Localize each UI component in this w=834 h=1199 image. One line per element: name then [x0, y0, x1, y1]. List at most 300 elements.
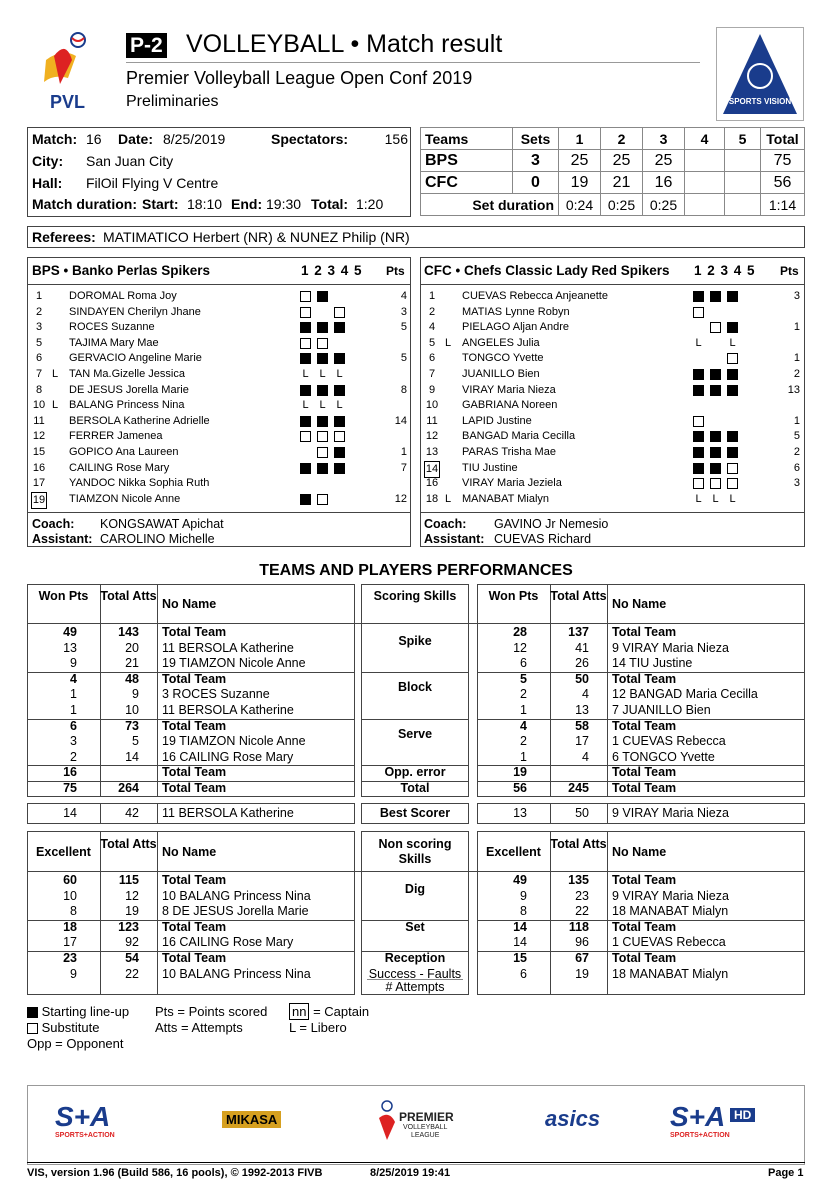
city-label: City:	[32, 153, 64, 169]
player-points: 4	[400, 290, 407, 302]
perf-cell-lt: 9	[132, 687, 139, 702]
player-number: 14	[424, 461, 440, 478]
perf-cell-ln: 11 BERSOLA Katherine	[162, 703, 294, 717]
perf-cell-lt: 12	[125, 888, 139, 903]
substitute-square-icon	[300, 307, 311, 318]
row-divider	[27, 719, 355, 720]
player-number: 16	[32, 461, 46, 474]
away-total2-header: Total Atts	[550, 837, 607, 851]
player-number: 15	[32, 446, 46, 458]
starting-square-icon	[300, 353, 311, 364]
starting-square-icon	[693, 431, 704, 442]
player-name: LAPID Justine	[462, 414, 532, 427]
starting-square-icon	[693, 291, 704, 302]
perf-cell-lw: 17	[63, 935, 77, 950]
perf-cell-rt: 50	[575, 671, 589, 686]
perf-cell-rn: 6 TONGCO Yvette	[612, 749, 715, 764]
perf-cell-rt: 23	[575, 888, 589, 903]
perf-cell-lt: 115	[118, 873, 139, 887]
player-number: 18	[425, 492, 439, 505]
player-points: 6	[793, 461, 800, 474]
player-number: 10	[425, 399, 439, 412]
attempts-label: # Attempts	[385, 980, 445, 994]
substitute-square-icon	[710, 478, 721, 489]
player-points: 1	[400, 446, 407, 458]
player-points: 7	[400, 461, 407, 474]
substitute-square-icon	[693, 416, 704, 427]
report-title: VOLLEYBALL • Match result	[186, 30, 503, 58]
row-divider	[27, 765, 355, 766]
player-points: 2	[793, 446, 800, 458]
perf-cell-rt: 58	[575, 718, 589, 733]
away-set3: 16	[643, 172, 685, 194]
libero-flag: L	[445, 492, 452, 505]
substitute-square-icon	[300, 431, 311, 442]
starting-square-icon	[317, 291, 328, 302]
player-number: 12	[425, 430, 439, 443]
skill-label: Best Scorer	[379, 806, 451, 820]
player-name: MATIAS Lynne Robyn	[462, 305, 570, 318]
substitute-square-icon	[317, 494, 328, 505]
home-noname-header: No Name	[162, 597, 217, 611]
skill-label: Block	[397, 680, 433, 695]
starting-square-icon	[27, 1007, 38, 1018]
player-name: CAILING Rose Mary	[69, 461, 170, 474]
perf-cell-lt: 143	[118, 625, 139, 639]
perf-cell-lw: 16	[63, 765, 77, 780]
perf-cell-rn: 12 BANGAD Maria Cecilla	[612, 687, 758, 702]
player-points: 12	[394, 492, 407, 505]
perf-cell-lw: 8	[70, 904, 77, 919]
perf-cell-rt: 67	[575, 951, 589, 965]
player-number: 8	[35, 383, 43, 396]
player-name: TIAMZON Nicole Anne	[69, 492, 181, 505]
substitute-square-icon	[727, 478, 738, 489]
starting-square-icon	[710, 431, 721, 442]
starting-square-icon	[300, 385, 311, 396]
home-assistant-label: Assistant:	[32, 532, 93, 546]
footer-page: Page 1	[768, 1167, 804, 1179]
perf-cell-rt: 50	[575, 806, 589, 820]
away-sets: 0	[513, 172, 559, 194]
row-divider	[361, 719, 469, 720]
footer-date: 8/25/2019 19:41	[370, 1167, 451, 1179]
pvl-sponsor-logo: PREMIER VOLLEYBALL LEAGUE	[375, 1098, 465, 1148]
row-divider	[361, 672, 469, 673]
set2-header: 2	[601, 128, 643, 150]
substitute-square-icon	[27, 1023, 38, 1034]
match-number: 16	[86, 131, 102, 147]
skill-label: Reception	[384, 951, 446, 965]
sets-header: Sets	[513, 128, 559, 150]
starting-square-icon	[317, 353, 328, 364]
perf-cell-lw: 75	[63, 781, 77, 795]
libero-set-mark: L	[695, 336, 702, 349]
starting-square-icon	[693, 385, 704, 396]
player-number: 13	[425, 446, 439, 458]
perf-cell-lt: 14	[125, 749, 139, 764]
perf-cell-lw: 9	[70, 966, 77, 981]
spectators-count: 156	[384, 131, 408, 147]
player-name: SINDAYEN Cherilyn Jhane	[69, 305, 201, 318]
player-name: TAJIMA Mary Mae	[69, 336, 159, 349]
perf-cell-ln: 19 TIAMZON Nicole Anne	[162, 656, 306, 671]
libero-set-mark: L	[336, 368, 343, 380]
away-coach: GAVINO Jr Nemesio	[494, 517, 609, 531]
starting-square-icon	[300, 322, 311, 333]
player-points: 1	[793, 352, 800, 365]
starting-square-icon	[334, 416, 345, 427]
start-time: 18:10	[187, 196, 223, 212]
asics-logo: asics	[545, 1106, 601, 1131]
starting-square-icon	[317, 385, 328, 396]
player-number: 1	[35, 290, 43, 302]
away-won-header: Won Pts	[488, 589, 539, 603]
set-duration-label: Set duration	[421, 194, 559, 216]
libero-flag: L	[52, 399, 59, 412]
player-points: 8	[400, 383, 407, 396]
perf-cell-lw: 4	[70, 671, 77, 686]
player-points: 5	[400, 352, 407, 365]
perf-cell-rw: 2	[520, 734, 527, 749]
perf-cell-rn: Total Team	[612, 919, 677, 934]
perf-cell-rn: 9 VIRAY Maria Nieza	[612, 640, 729, 655]
perf-cell-rw: 15	[513, 951, 527, 965]
perf-cell-lw: 18	[63, 919, 77, 934]
perf-cell-rw: 13	[513, 806, 527, 820]
perf-cell-rn: Total Team	[612, 625, 677, 639]
player-name: PARAS Trisha Mae	[462, 446, 556, 458]
perf-cell-rt: 41	[575, 640, 589, 655]
performance-title: TEAMS AND PLAYERS PERFORMANCES	[259, 562, 573, 579]
perf-cell-ln: Total Team	[162, 765, 227, 780]
starting-square-icon	[317, 322, 328, 333]
perf-cell-lt: 92	[125, 935, 139, 950]
away-team-name: CFC • Chefs Classic Lady Red Spikers	[424, 263, 670, 278]
perf-cell-lt: 20	[125, 640, 139, 655]
perf-cell-lt: 5	[132, 734, 139, 749]
starting-square-icon	[727, 385, 738, 396]
perf-cell-rw: 49	[513, 873, 527, 887]
row-divider	[477, 951, 805, 952]
perf-cell-rt: 22	[575, 904, 589, 919]
home-total-header: Total Atts	[100, 589, 157, 603]
away-set5	[725, 172, 761, 194]
legend-starting: Starting line-up	[41, 1004, 130, 1019]
player-number: 4	[428, 321, 436, 334]
player-name: ANGELES Julia	[462, 336, 540, 349]
player-name: BANGAD Maria Cecilla	[462, 430, 576, 443]
starting-square-icon	[317, 463, 328, 474]
player-name: PIELAGO Aljan Andre	[462, 321, 570, 334]
row-divider	[477, 765, 805, 766]
perf-cell-rn: 7 JUANILLO Bien	[612, 703, 711, 717]
perf-cell-rt: 4	[582, 687, 589, 702]
home-excellent-header: Excellent	[36, 845, 91, 859]
substitute-square-icon	[300, 338, 311, 349]
libero-set-mark: L	[695, 492, 702, 505]
total-duration: 1:14	[761, 194, 805, 216]
libero-set-mark: L	[319, 399, 326, 412]
player-number: 2	[35, 305, 43, 318]
perf-cell-rn: 14 TIU Justine	[612, 656, 693, 671]
perf-cell-rn: Total Team	[612, 951, 677, 965]
perf-cell-rn: Total Team	[612, 873, 677, 887]
perf-cell-rn: 18 MANABAT Mialyn	[612, 904, 729, 919]
home-pts-header: Pts	[386, 264, 405, 278]
substitute-square-icon	[693, 478, 704, 489]
away-set4	[685, 172, 725, 194]
home-team-name: BPS • Banko Perlas Spikers	[32, 263, 211, 278]
player-name: TONGCO Yvette	[462, 352, 544, 365]
home-total: 75	[761, 150, 805, 172]
perf-cell-lt: 48	[125, 671, 139, 686]
row-divider	[361, 765, 469, 766]
away-noname2-header: No Name	[612, 845, 667, 859]
libero-set-mark: L	[336, 399, 343, 412]
total-time: 1:20	[356, 196, 384, 212]
substitute-square-icon	[693, 307, 704, 318]
skill-label: Total	[400, 781, 430, 795]
starting-square-icon	[334, 322, 345, 333]
starting-square-icon	[334, 447, 345, 458]
perf-cell-lt: 54	[125, 951, 139, 965]
skill-label: Set	[405, 919, 425, 934]
perf-cell-rt: 137	[568, 625, 589, 639]
mikasa-logo: MIKASA	[222, 1111, 281, 1128]
set5-duration	[725, 194, 761, 216]
substitute-square-icon	[317, 447, 328, 458]
perf-cell-rw: 28	[513, 625, 527, 639]
player-points: 3	[793, 477, 800, 490]
set3-header: 3	[643, 128, 685, 150]
libero-flag: L	[445, 336, 452, 349]
perf-cell-ln: Total Team	[162, 873, 227, 887]
perf-cell-lw: 14	[63, 806, 77, 820]
set1-duration: 0:24	[559, 194, 601, 216]
skill-label: Success - Faults	[368, 966, 462, 981]
player-name: TIU Justine	[462, 461, 518, 474]
libero-set-mark: L	[319, 368, 326, 380]
score-table	[420, 127, 805, 216]
perf-cell-lw: 1	[70, 703, 77, 717]
away-assistant: CUEVAS Richard	[494, 532, 592, 546]
player-points: 1	[793, 321, 800, 334]
start-label: Start:	[142, 196, 179, 212]
player-name: YANDOC Nikka Sophia Ruth	[69, 477, 210, 490]
starting-square-icon	[710, 447, 721, 458]
perf-cell-ln: 16 CAILING Rose Mary	[162, 749, 294, 764]
perf-cell-lw: 60	[63, 873, 77, 887]
perf-cell-rt: 245	[568, 781, 589, 795]
perf-cell-ln: Total Team	[162, 781, 227, 795]
player-name: FERRER Jamenea	[69, 430, 163, 443]
away-noname-header: No Name	[612, 597, 667, 611]
referees-label: Referees:	[32, 229, 96, 245]
substitute-square-icon	[727, 353, 738, 364]
player-points: 5	[400, 321, 407, 334]
player-name: GOPICO Ana Laureen	[69, 446, 179, 458]
total-label: Total:	[311, 196, 349, 212]
perf-cell-lw: 13	[63, 640, 77, 655]
pvl-logo	[32, 30, 107, 115]
away-total: 56	[761, 172, 805, 194]
perf-cell-lw: 49	[63, 625, 77, 639]
player-number: 6	[35, 352, 43, 365]
perf-cell-lw: 9	[70, 656, 77, 671]
away-set1: 19	[559, 172, 601, 194]
player-points: 3	[793, 290, 800, 302]
date-label: Date:	[118, 131, 154, 147]
player-name: VIRAY Maria Nieza	[462, 383, 556, 396]
perf-cell-ln: 11 BERSOLA Katherine	[162, 640, 294, 655]
perf-cell-rw: 8	[520, 904, 527, 919]
perf-cell-rn: 9 VIRAY Maria Nieza	[612, 806, 729, 820]
perf-cell-lt: 73	[125, 718, 139, 733]
perf-cell-lw: 3	[70, 734, 77, 749]
substitute-square-icon	[334, 431, 345, 442]
phase-name: Preliminaries	[126, 93, 219, 110]
perf-cell-rw: 9	[520, 888, 527, 903]
perf-cell-lt: 22	[125, 966, 139, 981]
footer-version: VIS, version 1.96 (Build 586, 16 pools), © 1992-2013 FIVB	[27, 1167, 323, 1179]
perf-cell-lt: 42	[125, 806, 139, 820]
starting-square-icon	[710, 463, 721, 474]
set1-header: 1	[559, 128, 601, 150]
perf-cell-rn: Total Team	[612, 671, 677, 686]
substitute-square-icon	[710, 322, 721, 333]
perf-cell-ln: Total Team	[162, 671, 227, 686]
home-noname2-header: No Name	[162, 845, 217, 859]
home-won-header: Won Pts	[38, 589, 89, 603]
player-number: 1	[428, 290, 436, 302]
city-value: San Juan City	[86, 153, 174, 169]
player-number: 16	[425, 477, 439, 490]
perf-cell-rt: 17	[575, 734, 589, 749]
libero-set-mark: L	[729, 336, 736, 349]
libero-set-mark: L	[302, 399, 309, 412]
scoring-skills-header: Scoring Skills	[373, 589, 457, 603]
home-sets-header: 1 2 3 4 5	[301, 263, 362, 278]
player-name: GABRIANA Noreen	[462, 399, 558, 412]
home-total2-header: Total Atts	[100, 837, 157, 851]
starting-square-icon	[727, 369, 738, 380]
player-number: 6	[428, 352, 436, 365]
row-divider	[27, 781, 355, 782]
row-divider	[477, 920, 805, 921]
set4-header: 4	[685, 128, 725, 150]
perf-cell-rn: Total Team	[612, 781, 677, 795]
player-number: 7	[35, 368, 43, 380]
perf-cell-rw: 1	[520, 703, 527, 717]
perf-cell-rn: 1 CUEVAS Rebecca	[612, 734, 726, 749]
substitute-square-icon	[317, 338, 328, 349]
player-name: VIRAY Maria Jeziela	[462, 477, 562, 490]
perf-cell-rw: 14	[513, 919, 527, 934]
starting-square-icon	[727, 291, 738, 302]
perf-cell-rn: 18 MANABAT Mialyn	[612, 966, 729, 981]
libero-set-mark: L	[302, 368, 309, 380]
perf-cell-rn: 1 CUEVAS Rebecca	[612, 935, 726, 950]
perf-cell-lw: 1	[70, 687, 77, 702]
player-name: JUANILLO Bien	[462, 368, 540, 380]
home-set3: 25	[643, 150, 685, 172]
away-total-header: Total Atts	[550, 589, 607, 603]
set5-header: 5	[725, 128, 761, 150]
perf-cell-rt: 13	[575, 703, 589, 717]
player-name: DOROMAL Roma Joy	[69, 290, 177, 302]
perf-cell-rw: 1	[520, 749, 527, 764]
starting-square-icon	[300, 463, 311, 474]
perf-cell-lt: 264	[118, 781, 139, 795]
home-sets: 3	[513, 150, 559, 172]
perf-cell-rw: 5	[520, 671, 527, 686]
hall-value: FilOil Flying V Centre	[86, 175, 219, 191]
perf-cell-ln: 16 CAILING Rose Mary	[162, 935, 294, 950]
player-number: 7	[428, 368, 436, 380]
set3-duration: 0:25	[643, 194, 685, 216]
perf-cell-ln: 19 TIAMZON Nicole Anne	[162, 734, 306, 749]
perf-cell-rw: 2	[520, 687, 527, 702]
player-name: BALANG Princess Nina	[69, 399, 185, 412]
away-set2: 21	[601, 172, 643, 194]
legend-captain: = Captain	[313, 1004, 370, 1019]
perf-cell-ln: Total Team	[162, 919, 227, 934]
perf-cell-rw: 12	[513, 640, 527, 655]
perf-cell-ln: 8 DE JESUS Jorella Marie	[162, 904, 309, 919]
row-divider	[27, 672, 355, 673]
player-number: 11	[426, 414, 438, 427]
home-set4	[685, 150, 725, 172]
perf-cell-ln: Total Team	[162, 625, 227, 639]
substitute-square-icon	[727, 463, 738, 474]
perf-cell-lw: 10	[63, 888, 77, 903]
svg-text:SPORTS VISION: SPORTS VISION	[728, 97, 792, 106]
end-label: End:	[231, 196, 263, 212]
perf-cell-lw: 6	[70, 718, 77, 733]
home-set5	[725, 150, 761, 172]
perf-cell-rw: 4	[520, 718, 527, 733]
perf-cell-rw: 14	[513, 935, 527, 950]
home-assistant: CAROLINO Michelle	[100, 532, 215, 546]
row-divider	[361, 920, 469, 921]
sports-vision-logo	[716, 27, 804, 121]
substitute-square-icon	[317, 431, 328, 442]
starting-square-icon	[710, 291, 721, 302]
away-assistant-label: Assistant:	[424, 532, 485, 546]
legend-libero: L = Libero	[289, 1020, 347, 1035]
match-label: Match:	[32, 131, 78, 147]
player-name: MANABAT Mialyn	[462, 492, 550, 505]
starting-square-icon	[693, 447, 704, 458]
end-time: 19:30	[266, 196, 302, 212]
starting-square-icon	[334, 353, 345, 364]
perf-cell-ln: Total Team	[162, 951, 227, 965]
substitute-square-icon	[334, 307, 345, 318]
player-number: 5	[35, 336, 43, 349]
perf-cell-rw: 56	[513, 781, 527, 795]
skill-label: Opp. error	[384, 765, 446, 780]
starting-square-icon	[710, 385, 721, 396]
perf-cell-ln: 10 BALANG Princess Nina	[162, 966, 311, 981]
title-divider	[126, 62, 700, 63]
substitute-square-icon	[300, 291, 311, 302]
skill-label: Serve	[397, 727, 433, 742]
player-number: 5	[428, 336, 436, 349]
row-divider	[361, 781, 469, 782]
perf-cell-rw: 6	[520, 966, 527, 981]
perf-cell-rt: 26	[575, 656, 589, 671]
